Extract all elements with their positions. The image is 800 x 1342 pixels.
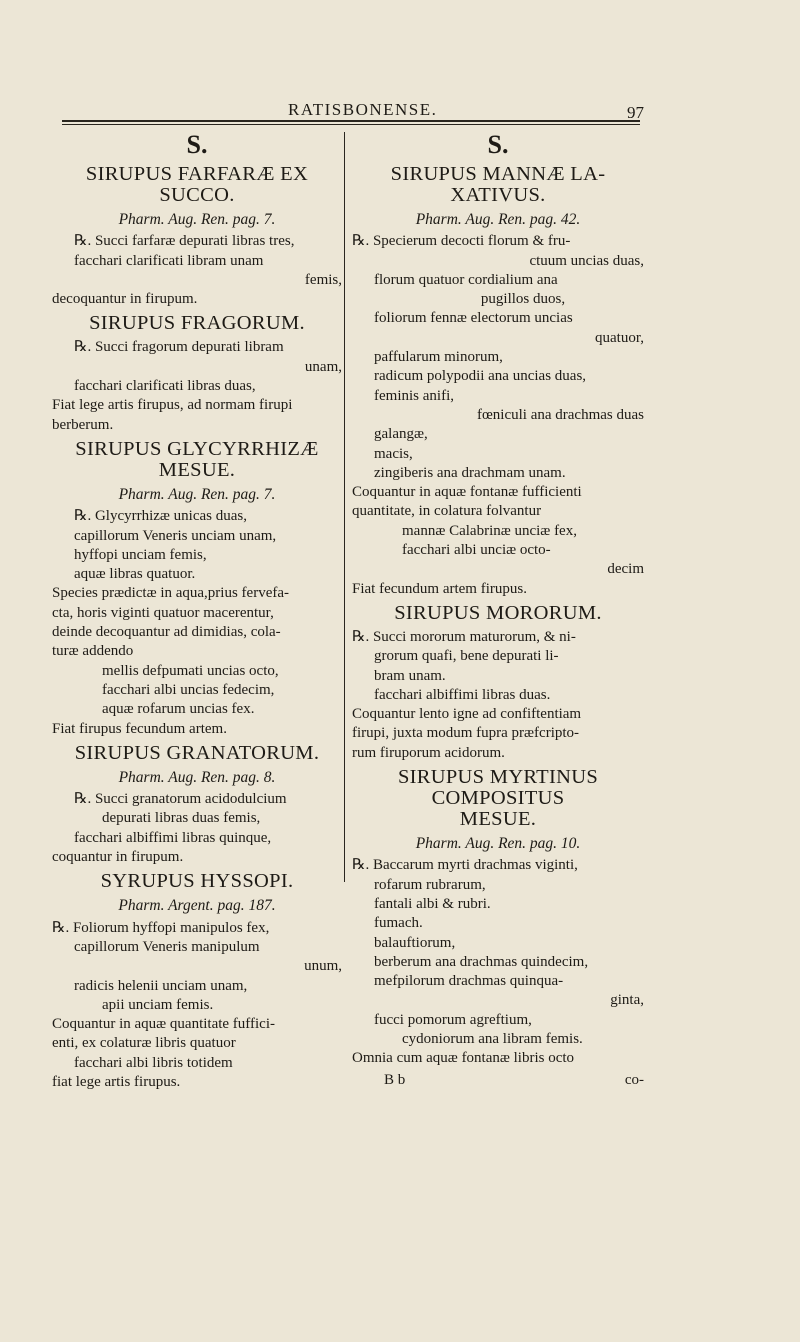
text-line: ℞. Succi mororum maturorum, & ni- — [352, 628, 576, 645]
text-line: ℞. Baccarum myrti drachmas viginti, — [352, 857, 578, 874]
recipe-section — [52, 164, 342, 309]
text-line: Fiat lege artis firupus, ad normam firupi — [52, 397, 293, 414]
text-line: berberum ana drachmas quindecim, — [374, 953, 589, 970]
text-line: decim — [607, 561, 644, 578]
section-title: SIRUPUS MYRTINUS COMPOSITUS MESUE. — [397, 766, 599, 831]
text-line: ctuum uncias duas, — [529, 252, 644, 269]
text-line: fumach. — [374, 915, 423, 932]
text-line: balauftiorum, — [374, 934, 456, 951]
column-letter: S. — [487, 130, 509, 159]
pharmacopoeia-reference: Pharm. Aug. Ren. pag. 7. — [118, 211, 276, 228]
text-line: radicum polypodii ana uncias duas, — [374, 368, 587, 385]
text-line: deinde decoquantur ad dimidias, cola- — [52, 624, 281, 641]
text-line: ℞. Succi granatorum acidodulcium — [74, 791, 287, 808]
text-line: macis, — [374, 445, 413, 462]
header-rule — [62, 120, 640, 122]
text-line: Coquantur in aquæ quantitate fuffici- — [52, 1016, 276, 1033]
text-line: galangæ, — [374, 426, 428, 443]
text-line: mannæ Calabrinæ unciæ fex, — [402, 522, 577, 539]
text-line: capillorum Veneris manipulum — [74, 938, 260, 955]
text-line: radicis helenii unciam unam, — [74, 977, 248, 994]
text-line: fantali albi & rubri. — [374, 895, 491, 912]
text-line: cydoniorum ana libram femis. — [402, 1030, 583, 1047]
text-line: fiat lege artis firupus. — [52, 1073, 181, 1090]
section-title: SIRUPUS FRAGORUM. — [89, 312, 305, 335]
text-line: foliorum fennæ electorum uncias — [374, 310, 573, 327]
running-title: RATISBONENSE. — [288, 100, 438, 119]
header-rule-thin — [62, 124, 640, 125]
text-line: facchari albi uncias fedecim, — [102, 681, 275, 698]
text-line: firupi, juxta modum fupra præfcripto- — [352, 725, 580, 742]
text-line: hyffopi unciam femis, — [74, 546, 207, 563]
text-line: fucci pomorum agreftium, — [374, 1011, 532, 1028]
left-column — [52, 130, 342, 1092]
text-line: ℞. Glycyrrhizæ unicas duas, — [74, 508, 247, 525]
text-line: Fiat fecundum artem firupus. — [352, 580, 527, 597]
text-line: bram unam. — [374, 667, 446, 684]
text-line: coquantur in firupum. — [52, 849, 184, 866]
text-line: turæ addendo — [52, 643, 134, 660]
text-line: zingiberis ana drachmam unam. — [374, 464, 566, 481]
text-line: aquæ rofarum uncias fex. — [102, 701, 255, 718]
text-line: berberum. — [52, 416, 114, 433]
section-title: SYRUPUS HYSSOPI. — [100, 870, 294, 893]
pharmacopoeia-reference: Pharm. Aug. Ren. pag. 8. — [118, 768, 276, 786]
text-line: ℞. Succi farfaræ depurati libras tres, — [74, 233, 295, 250]
text-line: mefpilorum drachmas quinqua- — [374, 973, 564, 990]
pharmacopoeia-reference: Pharm. Aug. Ren. pag. 7. — [118, 485, 276, 503]
text-line: feminis anifi, — [374, 387, 454, 404]
recipe-section — [52, 439, 342, 739]
column-letter: S. — [186, 130, 208, 159]
text-line: facchari clarificati libram unam — [74, 252, 264, 269]
recipe-section — [352, 767, 644, 1069]
right-column — [352, 130, 644, 1090]
text-line: cta, horis viginti quatuor macerentur, — [52, 604, 274, 621]
section-title: SIRUPUS GRANATORUM. — [74, 741, 320, 764]
section-title: SIRUPUS MANNÆ LA- XATIVUS. — [390, 163, 606, 206]
recipe-section — [52, 871, 342, 1092]
text-line: Coquantur lento igne ad confiftentiam — [352, 706, 582, 723]
text-line: rum firuporum acidorum. — [352, 744, 505, 761]
pharmacopoeia-reference: Pharm. Aug. Ren. pag. 42. — [415, 211, 581, 228]
text-line: aquæ libras quatuor. — [74, 566, 196, 583]
text-line: femis, — [304, 271, 342, 288]
text-line: decoquantur in firupum. — [52, 291, 198, 308]
text-line: pugillos duos, — [480, 291, 566, 308]
text-line: ℞. Specierum decocti florum & fru- — [352, 233, 571, 250]
catchword: co- — [624, 1071, 644, 1088]
recipe-section — [52, 313, 342, 434]
recipe-section — [352, 164, 644, 599]
signature-mark: B b — [384, 1071, 406, 1088]
column-divider — [344, 132, 345, 882]
text-line: fœniculi ana drachmas duas — [476, 406, 644, 423]
text-line: unum, — [304, 958, 342, 975]
text-line: Species prædictæ in aqua,prius fervefa- — [52, 585, 290, 602]
text-line: rofarum rubrarum, — [374, 876, 486, 893]
pharmacopoeia-reference: Pharm. Argent. pag. 187. — [118, 897, 276, 915]
text-line: Omnia cum aquæ fontanæ libris octo — [352, 1050, 575, 1067]
text-line: mellis defpumati uncias octo, — [102, 662, 279, 679]
running-head — [60, 100, 644, 122]
signature-line — [352, 1071, 644, 1090]
text-line: Fiat firupus fecundum artem. — [52, 720, 227, 737]
text-line: facchari albi unciæ octo- — [402, 542, 551, 559]
text-line: facchari albi libris totidem — [74, 1054, 233, 1071]
text-line: depurati libras duas femis, — [102, 810, 261, 827]
text-line: ginta, — [610, 992, 644, 1009]
recipe-section — [352, 603, 644, 763]
text-line: ℞. Foliorum hyffopi manipulos fex, — [52, 919, 270, 936]
text-line: facchari albiffimi libras quinque, — [74, 829, 272, 846]
page-number: 97 — [627, 103, 644, 122]
pharmacopoeia-reference: Pharm. Aug. Ren. pag. 10. — [415, 835, 581, 853]
text-line: florum quatuor cordialium ana — [374, 271, 558, 288]
section-title: SIRUPUS FARFARÆ EX SUCCO. — [85, 163, 309, 206]
section-title: SIRUPUS MORORUM. — [394, 601, 602, 624]
text-line: ℞. Succi fragorum depurati libram — [74, 339, 284, 356]
text-line: enti, ex colaturæ libris quatuor — [52, 1035, 236, 1052]
text-line: quatuor, — [595, 329, 644, 346]
text-line: facchari clarificati libras duas, — [74, 378, 256, 395]
text-line: quantitate, in colatura folvantur — [352, 503, 542, 520]
text-line: capillorum Veneris unciam unam, — [74, 527, 277, 544]
text-line: facchari albiffimi libras duas. — [374, 686, 551, 703]
text-line: unam, — [304, 358, 342, 375]
section-title: SIRUPUS GLYCYRRHIZÆ MESUE. — [75, 437, 319, 481]
text-line: paffularum minorum, — [374, 349, 503, 366]
text-line: Coquantur in aquæ fontanæ fufficienti — [352, 484, 582, 501]
text-line: grorum quafi, bene depurati li- — [374, 648, 559, 665]
text-line: apii unciam femis. — [102, 996, 214, 1013]
recipe-section — [52, 743, 342, 867]
